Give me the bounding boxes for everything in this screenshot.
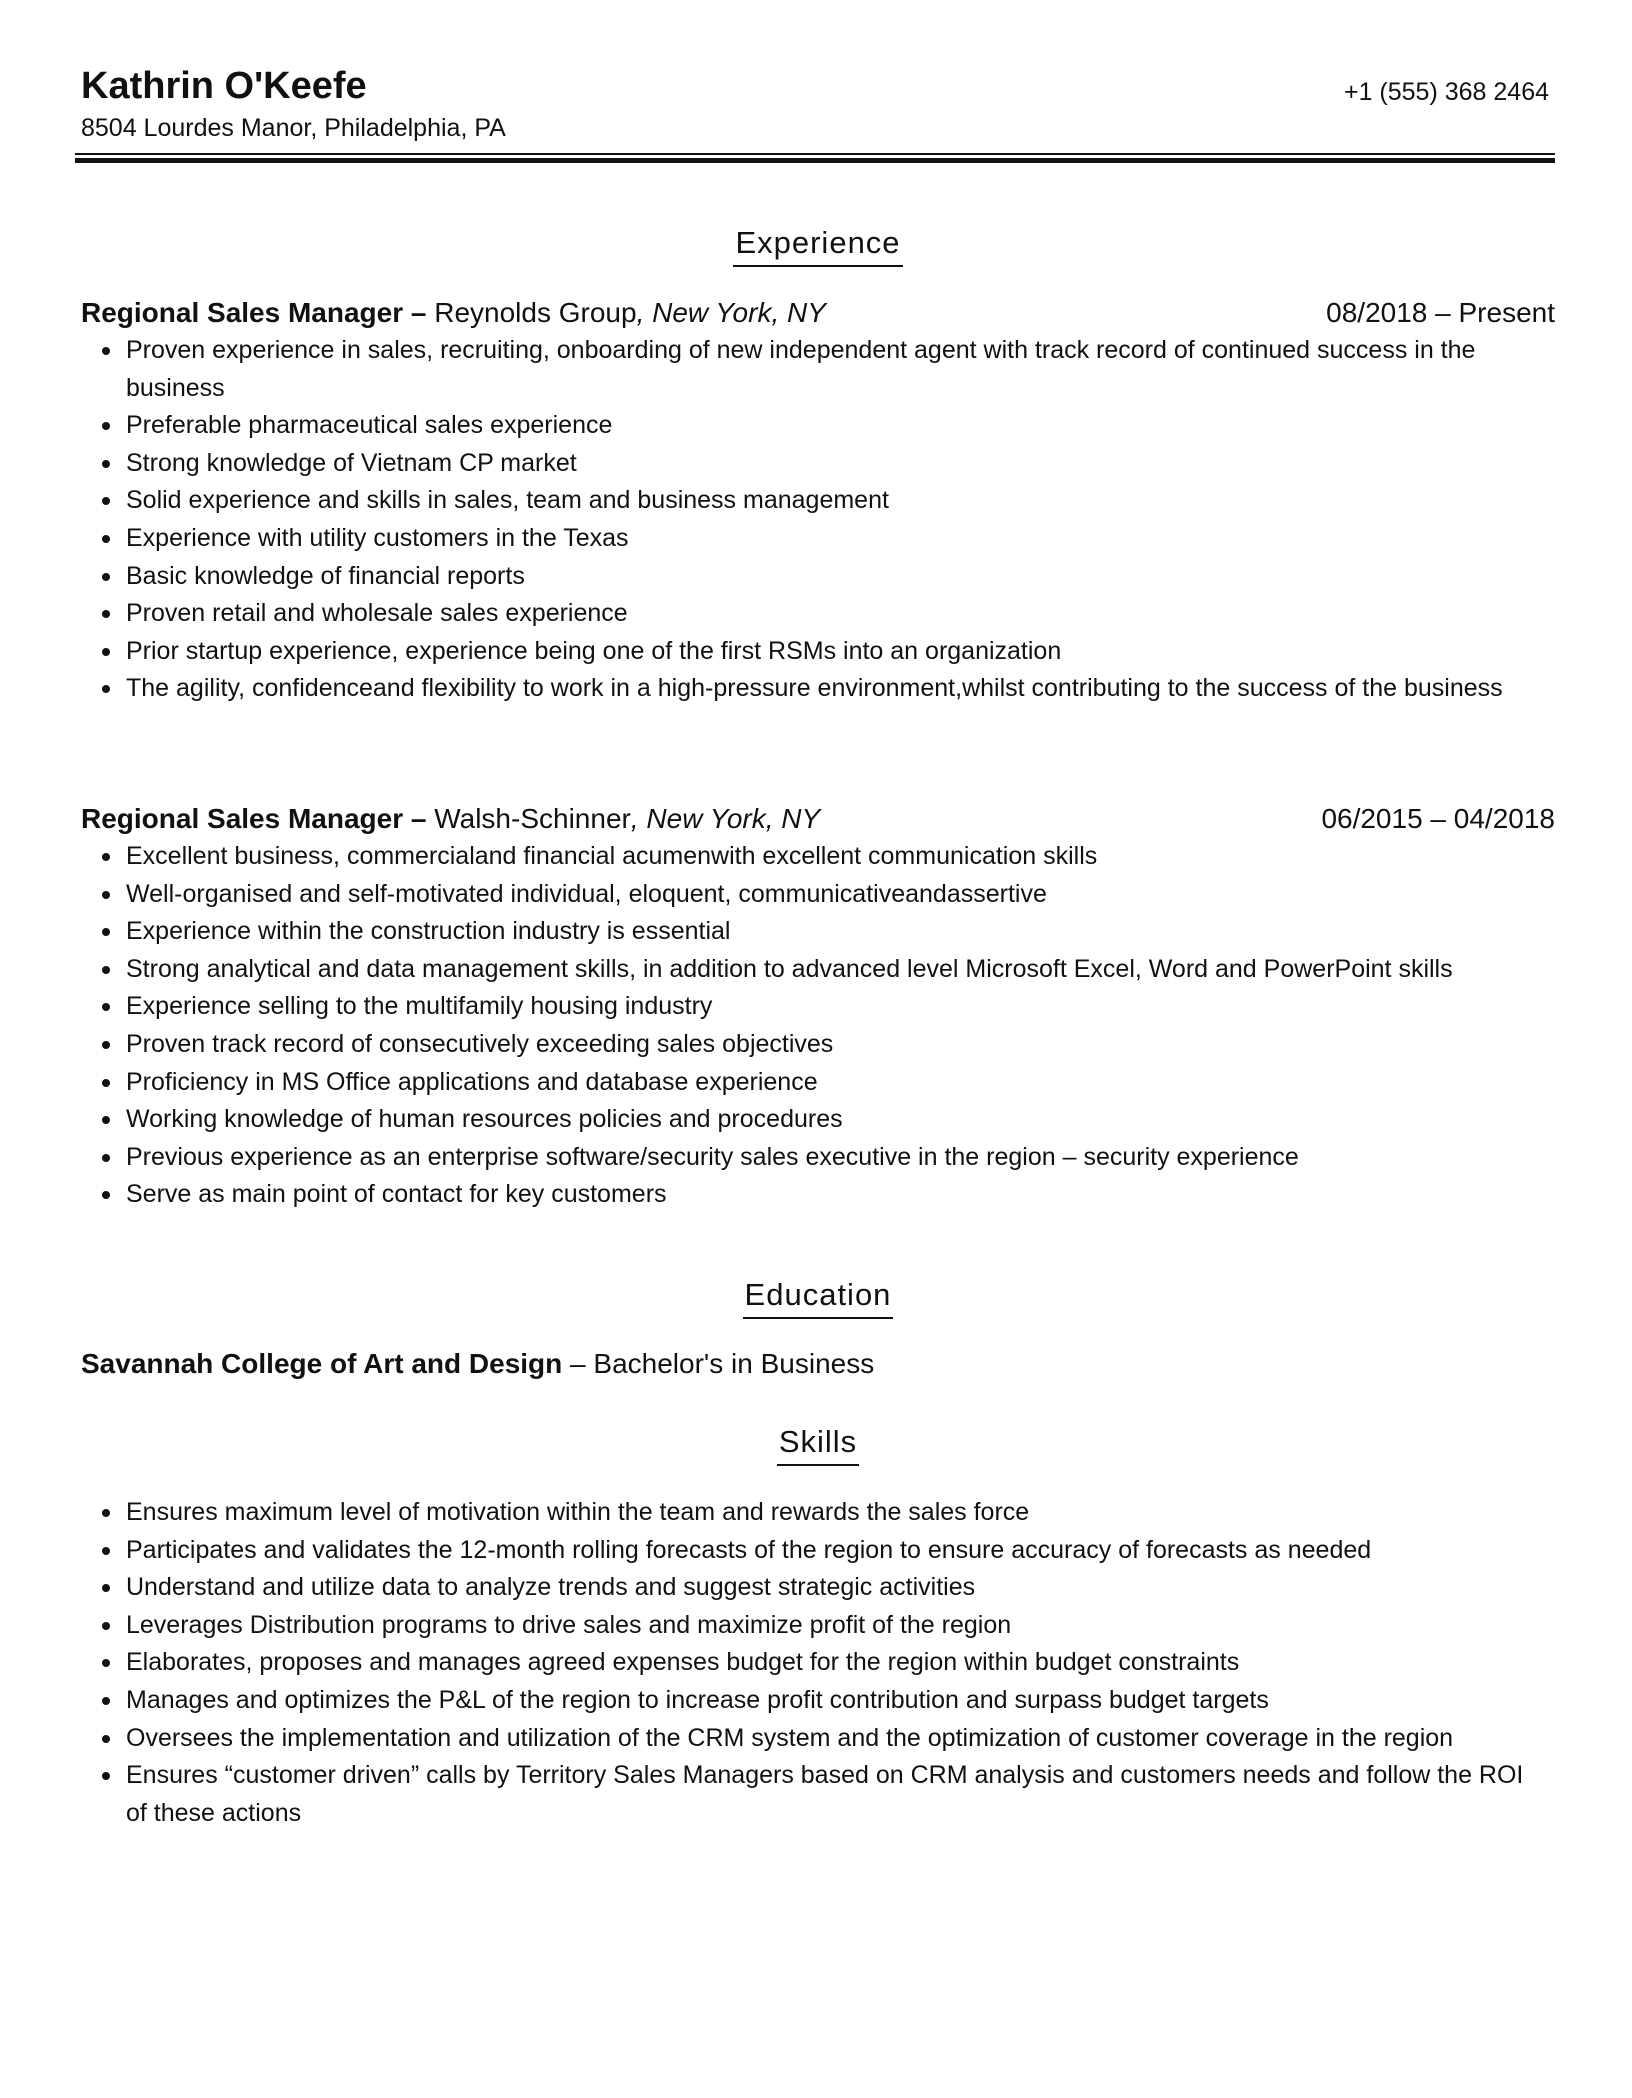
- list-item: Working knowledge of human resources policies and procedures: [126, 1101, 1555, 1139]
- skills-heading-label: Skills: [777, 1422, 859, 1466]
- job-entry: [81, 294, 1555, 708]
- resume-header: [81, 62, 1555, 158]
- list-item: Oversees the implementation and utilization of the CRM system and the optimization of customer coverage in the region: [126, 1720, 1555, 1758]
- list-item: Experience within the construction industry is essential: [126, 913, 1555, 951]
- candidate-address: 8504 Lourdes Manor, Philadelphia, PA: [81, 114, 506, 142]
- education-school: Savannah College of Art and Design: [81, 1348, 563, 1379]
- list-item: Excellent business, commercialand financial acumenwith excellent communication skills: [126, 838, 1555, 876]
- job-title: Regional Sales Manager –: [81, 803, 427, 834]
- list-item: Manages and optimizes the P&L of the region to increase profit contribution and surpass budget targets: [126, 1682, 1555, 1720]
- list-item: Proficiency in MS Office applications and database experience: [126, 1064, 1555, 1102]
- education-heading: [81, 1275, 1555, 1319]
- education-degree: – Bachelor's in Business: [562, 1348, 875, 1379]
- list-item: Previous experience as an enterprise software/security sales executive in the region – security experience: [126, 1139, 1555, 1177]
- list-item: Preferable pharmaceutical sales experience: [126, 407, 1555, 445]
- job-company: Reynolds Group: [426, 297, 637, 328]
- job-responsibilities: [81, 332, 1555, 708]
- education-entry: [81, 1345, 874, 1383]
- list-item: Participates and validates the 12-month rolling forecasts of the region to ensure accuracy of forecasts as needed: [126, 1532, 1555, 1570]
- list-item: Prior startup experience, experience being one of the first RSMs into an organization: [126, 633, 1555, 671]
- skills-list: [81, 1494, 1555, 1832]
- job-responsibilities: [81, 838, 1555, 1214]
- list-item: Proven experience in sales, recruiting, onboarding of new independent agent with track record of continued success in the business: [126, 332, 1555, 407]
- list-item: Experience with utility customers in the Texas: [126, 520, 1555, 558]
- candidate-name: Kathrin O'Keefe: [81, 65, 367, 107]
- header-divider-thin: [75, 153, 1555, 155]
- job-location: , New York, NY: [630, 803, 821, 834]
- job-header: [81, 294, 1555, 332]
- skills-heading: [81, 1422, 1555, 1466]
- resume-page: [81, 0, 1555, 2098]
- list-item: Strong knowledge of Vietnam CP market: [126, 445, 1555, 483]
- list-item: Leverages Distribution programs to drive sales and maximize profit of the region: [126, 1607, 1555, 1645]
- list-item: Ensures maximum level of motivation within the team and rewards the sales force: [126, 1494, 1555, 1532]
- skills-section: [81, 1494, 1555, 1832]
- list-item: Basic knowledge of financial reports: [126, 558, 1555, 596]
- experience-heading: [81, 223, 1555, 267]
- job-location: , New York, NY: [636, 297, 826, 328]
- job-dates: 08/2018 – Present: [1326, 297, 1555, 328]
- job-title: Regional Sales Manager –: [81, 297, 427, 328]
- job-dates: 06/2015 – 04/2018: [1321, 803, 1555, 834]
- candidate-phone: +1 (555) 368 2464: [1343, 78, 1549, 106]
- experience-heading-label: Experience: [733, 223, 902, 267]
- list-item: Proven track record of consecutively exceeding sales objectives: [126, 1026, 1555, 1064]
- list-item: The agility, confidenceand flexibility to work in a high-pressure environment,whilst contributing to the success of the business: [126, 670, 1555, 708]
- list-item: Ensures “customer driven” calls by Territory Sales Managers based on CRM analysis and customers needs and follow the ROI of these actions: [126, 1757, 1555, 1832]
- list-item: Well-organised and self-motivated individual, eloquent, communicativeandassertive: [126, 876, 1555, 914]
- job-entry: [81, 800, 1555, 1214]
- list-item: Experience selling to the multifamily housing industry: [126, 988, 1555, 1026]
- education-heading-label: Education: [743, 1275, 894, 1319]
- list-item: Elaborates, proposes and manages agreed expenses budget for the region within budget constraints: [126, 1644, 1555, 1682]
- job-header: [81, 800, 1555, 838]
- header-divider-thick: [75, 158, 1555, 163]
- list-item: Strong analytical and data management skills, in addition to advanced level Microsoft Excel, Word and PowerPoint skills: [126, 951, 1555, 989]
- list-item: Understand and utilize data to analyze trends and suggest strategic activities: [126, 1569, 1555, 1607]
- list-item: Serve as main point of contact for key customers: [126, 1176, 1555, 1214]
- list-item: Solid experience and skills in sales, team and business management: [126, 482, 1555, 520]
- list-item: Proven retail and wholesale sales experience: [126, 595, 1555, 633]
- job-company: Walsh-Schinner: [426, 803, 631, 834]
